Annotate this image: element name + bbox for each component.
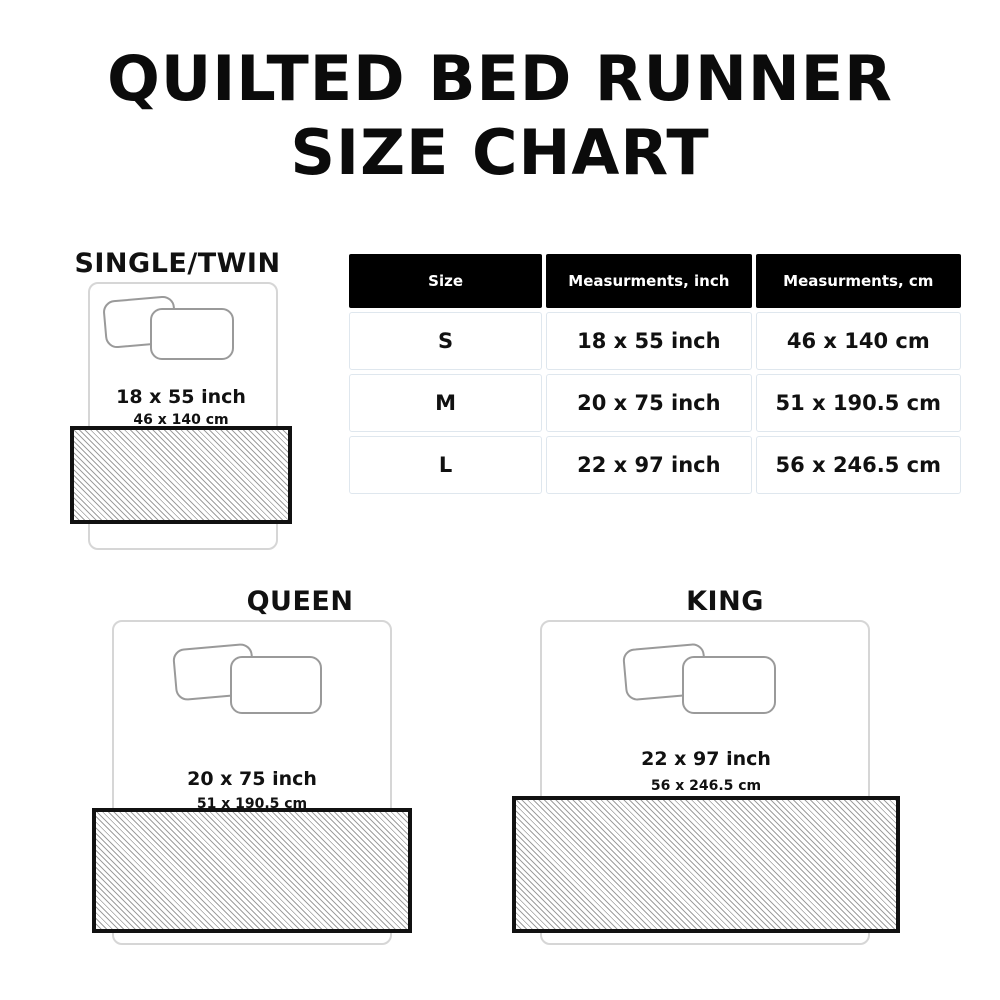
dimension-cm-queen: 51 x 190.5 cm (196, 796, 308, 812)
dimension-cm-king: 56 x 246.5 cm (650, 778, 762, 794)
bed-heading-single-twin: SINGLE/TWIN (74, 248, 281, 279)
cell-cm-l: 56 x 246.5 cm (756, 436, 961, 494)
size-chart-table (345, 250, 965, 498)
bed-diagram-king (540, 620, 880, 950)
cell-size-s: S (349, 312, 542, 370)
bed-runner-single-twin (70, 426, 292, 524)
pillow-front-icon (150, 308, 234, 360)
cell-inch-l: 22 x 97 inch (546, 436, 751, 494)
bed-diagram-single-twin (88, 282, 288, 552)
dimension-inch-single-twin: 18 x 55 inch (116, 386, 246, 408)
cell-size-m: M (349, 374, 542, 432)
bed-diagram-queen (112, 620, 412, 950)
cell-cm-s: 46 x 140 cm (756, 312, 961, 370)
dimension-inch-queen: 20 x 75 inch (187, 768, 317, 790)
dimension-cm-single-twin: 46 x 140 cm (133, 412, 229, 428)
title-line-2: SIZE CHART (290, 116, 710, 189)
table-header-row (349, 254, 961, 308)
title-line-1: QUILTED BED RUNNER (107, 42, 893, 115)
cell-cm-m: 51 x 190.5 cm (756, 374, 961, 432)
bed-runner-queen (92, 808, 412, 933)
cell-size-l: L (349, 436, 542, 494)
pillow-front-icon (230, 656, 322, 714)
bed-heading-queen: QUEEN (246, 586, 354, 617)
table-header-cm: Measurments, cm (756, 254, 961, 308)
table-header-inch: Measurments, inch (546, 254, 751, 308)
table-row (349, 436, 961, 494)
dimension-inch-king: 22 x 97 inch (641, 748, 771, 770)
pillow-front-icon (682, 656, 776, 714)
bed-heading-king: KING (686, 586, 764, 617)
table-row (349, 374, 961, 432)
bed-runner-king (512, 796, 900, 933)
table-header-size: Size (349, 254, 542, 308)
page-title (0, 42, 1000, 190)
cell-inch-m: 20 x 75 inch (546, 374, 751, 432)
cell-inch-s: 18 x 55 inch (546, 312, 751, 370)
table-row (349, 312, 961, 370)
